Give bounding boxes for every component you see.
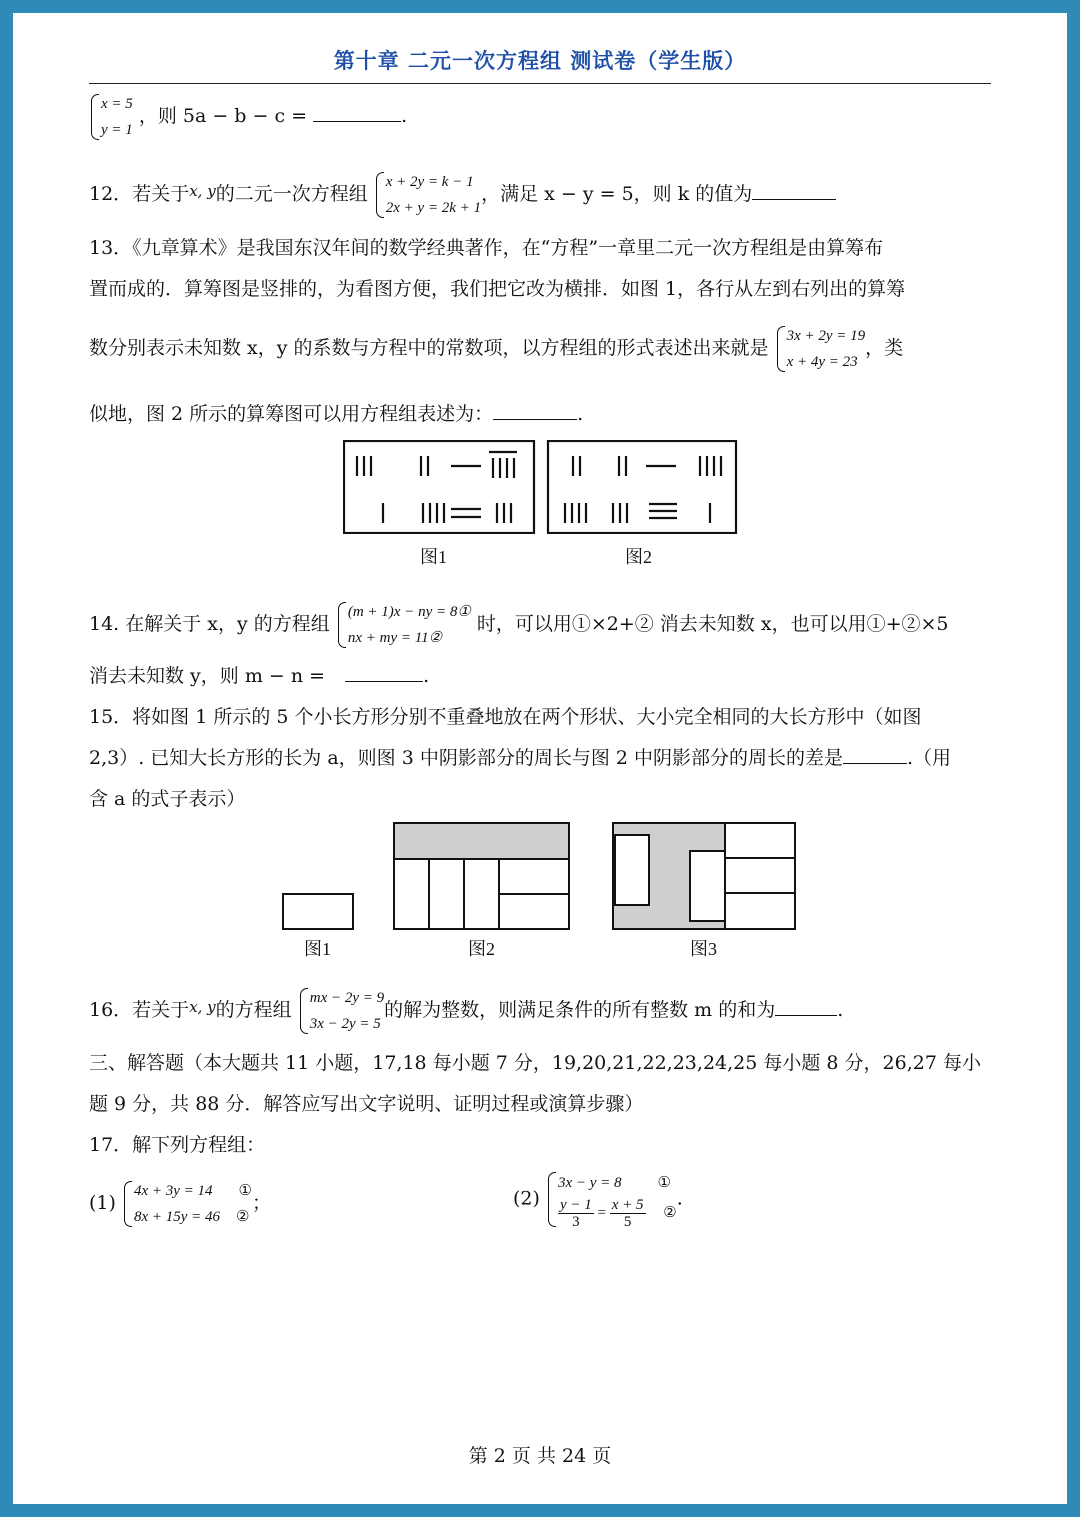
q13-system: 3x + 2y = 19 x + 4y = 23 — [775, 323, 866, 375]
q13-line1: 13．《九章算术》是我国东汉年间的数学经典著作，在“方程”一章里二元一次方程组是由算筹布 — [89, 237, 884, 259]
q16-system: mx − 2y = 9 3x − 2y = 5 — [298, 985, 384, 1037]
q13-line2: 置而成的．算筹图是竖排的，为看图方便，我们把它改为横排．如图 1，各行从左到右列出的算筹 — [89, 278, 906, 300]
page-title: 第十章 二元一次方程组 测试卷（学生版） — [333, 49, 747, 73]
q17-part1: (1) 4x + 3y = 14 ① 8x + 15y = 46 ② ； — [89, 1178, 271, 1230]
q17-part2: (2) 3x − y = 8 ① $\frac{y - 1}{3}$ = $\frac{x + 5}{5}$ ② . — [513, 1169, 683, 1230]
fig1-rod-9 — [489, 452, 517, 478]
header-divider — [89, 83, 991, 84]
q12-answer-blank — [752, 181, 836, 200]
q14-answer-blank — [345, 663, 423, 682]
q15-line3: 含 a 的式子表示） — [89, 788, 246, 810]
fraction-1: $\frac{y - 1}{3}$ — [559, 1197, 592, 1230]
q12-system: x + 2y = k − 1 2x + y = 2k + 1 — [374, 169, 481, 221]
q14-system: (m + 1)x − ny = 8① nx + my = 11② — [336, 599, 471, 651]
q16-line: 16．若关于$^{x, y}$的方程组 mx − 2y = 9 3x − 2y = 5 的解为整数，则满足条件的所有整数 m 的和为 . — [89, 985, 991, 1037]
q11-line: x = 5 y = 1 ，则 5a − b − c = . — [89, 91, 991, 143]
q11-system: x = 5 y = 1 — [89, 91, 133, 143]
section3-line2: 题 9 分，共 88 分．解答应写出文字说明、证明过程或演算步骤） — [89, 1093, 644, 1115]
fig2-rod-2b — [619, 456, 626, 476]
fig1-rod-eq — [451, 509, 481, 517]
fig2-shaded — [394, 823, 569, 859]
q11-text: ，则 5a − b − c = — [138, 105, 308, 127]
fig1-rod-2 — [421, 456, 428, 476]
q17-title: 17．解下列方程组： — [89, 1134, 266, 1156]
q14-line2: 消去未知数 y，则 m − n = . — [89, 665, 430, 687]
fig2-rod-4b — [565, 503, 586, 523]
q14-line1: 14. 在解关于 x，y 的方程组 (m + 1)x − ny = 8① nx + my = 11② 时，可以用①×2+② 消去未知数 x，也可以用①+②×5 — [89, 599, 991, 651]
q15-fig2-caption: 图2 — [468, 939, 495, 959]
q15-line2: 2,3）. 已知大长方形的长为 a，则图 3 中阴影部分的周长与图 2 中阴影部分的周长的差是 .（用 — [89, 747, 952, 769]
q15-fig1-caption: 图1 — [304, 939, 331, 959]
fig1-small-rect — [283, 894, 353, 929]
rod-figure-1-frame — [344, 441, 534, 533]
fig2-rod-2 — [573, 456, 580, 476]
fig3-left-rect — [615, 835, 649, 905]
rod-figure-2-frame — [548, 441, 736, 533]
q12-line: 12．若关于$^{x, y}$的二元一次方程组 x + 2y = k − 1 2x + y = 2k + 1 ，满足 x − y = 5，则 k 的值为 — [89, 169, 991, 221]
q15-fig3-caption: 图3 — [690, 939, 717, 959]
fig2-rod-4 — [700, 456, 721, 476]
fig1-rod-4 — [423, 503, 444, 523]
q16-answer-blank — [775, 997, 837, 1016]
q17-p1-system: 4x + 3y = 14 ① 8x + 15y = 46 ② — [122, 1178, 252, 1230]
q13-answer-blank — [493, 401, 577, 420]
q13-fig2-caption: 图2 — [625, 547, 652, 567]
fig2-inner-rects — [394, 859, 569, 929]
q17-p2-system: 3x − y = 8 ① $\frac{y - 1}{3}$ = $\frac{x + 5}{5}$ ② — [546, 1169, 677, 1230]
counting-rod-figures — [343, 440, 738, 534]
fig1-rod-3b — [497, 503, 511, 523]
fig3-mid-rect — [690, 851, 725, 921]
fraction-2: $\frac{x + 5}{5}$ — [611, 1197, 644, 1230]
fig1-rod-3 — [357, 456, 371, 476]
q15-line1: 15．将如图 1 所示的 5 个小长方形分别不重叠地放在两个形状、大小完全相同的大长方形中（如图 — [89, 706, 922, 728]
q11-answer-blank — [313, 103, 401, 122]
fig2-rod-tri — [649, 504, 677, 518]
fig2-rod-3 — [613, 503, 627, 523]
q13-line3: 数分别表示未知数 x，y 的系数与方程中的常数项，以方程组的形式表述出来就是 3x + 2y = 19 x + 4y = 23 ，类 — [89, 323, 991, 375]
q13-fig1-caption: 图1 — [420, 547, 447, 567]
fig3-right-column — [725, 823, 795, 929]
q13-line4: 似地，图 2 所示的算筹图可以用方程组表述为： . — [89, 403, 584, 425]
document-page — [13, 13, 1067, 1504]
page-number: 第 2 页 共 24 页 — [468, 1445, 612, 1467]
rectangle-figures — [278, 821, 798, 933]
q15-answer-blank — [843, 745, 907, 764]
section3-line1: 三、解答题（本大题共 11 小题，17,18 每小题 7 分，19,20,21,22,23,24,25 每小题 8 分，26,27 每小 — [89, 1052, 981, 1074]
